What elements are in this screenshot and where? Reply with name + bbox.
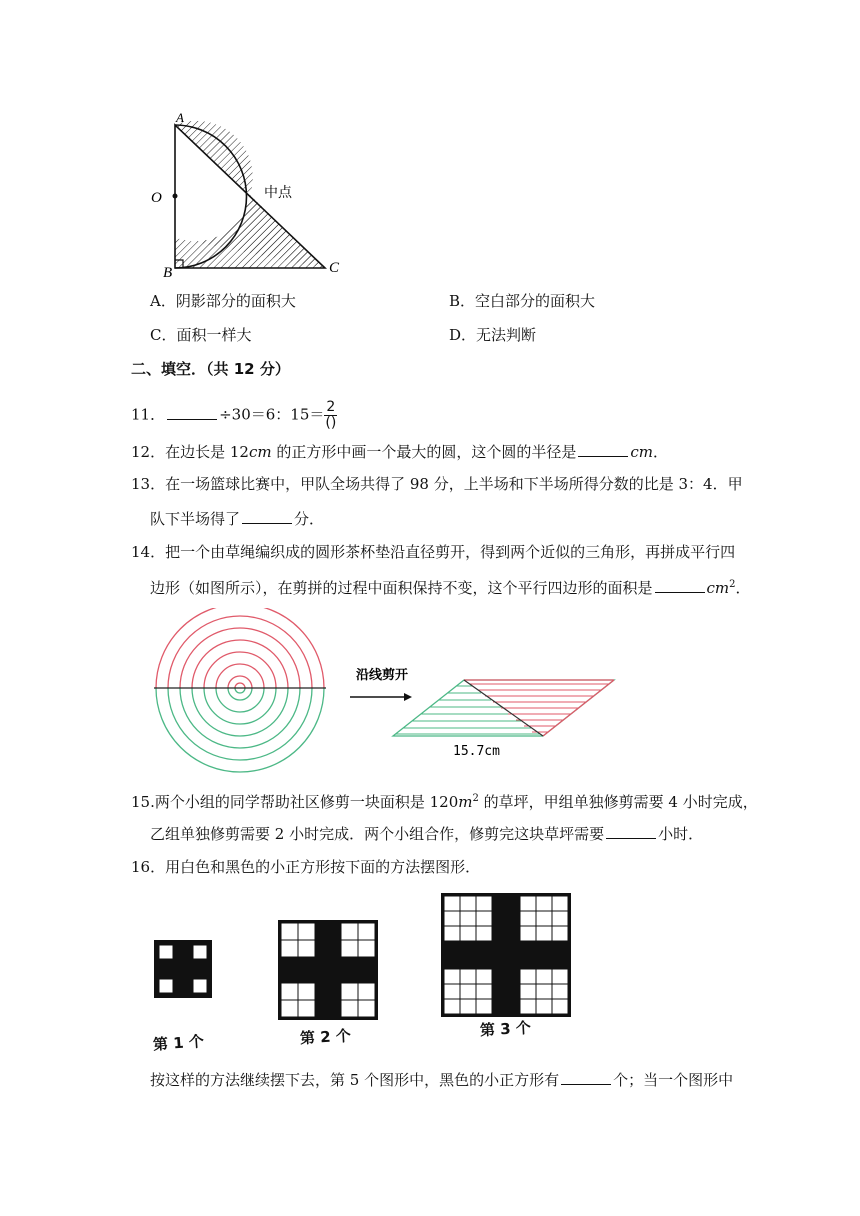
section-heading: 二、填空．（共 12 分）: [131, 360, 290, 378]
option-a: A．阴影部分的面积大: [150, 292, 296, 310]
label-b: B: [163, 265, 173, 280]
question-text: 边形（如图所示），在剪拼的过程中面积保持不变，这个平行四边形的面积是: [150, 579, 653, 597]
caption-3: 第 3 个: [479, 1018, 532, 1040]
answer-blank: [167, 404, 217, 420]
question-14-line2: [150, 575, 751, 598]
question-12: [131, 441, 668, 462]
option-c: C．面积一样大: [150, 326, 252, 344]
question-text: ÷30＝6：15＝: [219, 405, 325, 424]
question-11: [131, 400, 337, 431]
shaded-region-upper: [175, 121, 253, 195]
question-16-last-line: [150, 1069, 733, 1090]
arrow-label: 沿线剪开: [356, 668, 409, 683]
question-number: 11．: [131, 405, 166, 424]
question-text: 12．在边长是 12: [131, 443, 249, 461]
question-text: 的草坪，甲组单独修剪需要 4 小时完成，: [478, 793, 758, 811]
fraction: [324, 400, 337, 431]
unit: cm: [706, 579, 730, 597]
label-c: C: [329, 260, 340, 276]
fraction-denominator: (): [325, 415, 337, 431]
figure-circle-to-parallelogram: [150, 608, 630, 778]
figure-square-pattern-3: [441, 893, 571, 1017]
punctuation: ．: [735, 579, 751, 597]
option-d: D．无法判断: [449, 326, 537, 344]
unit: m: [458, 793, 473, 811]
superscript: 2: [472, 793, 479, 804]
question-13-line1: 13．在一场篮球比赛中，甲队全场共得了 98 分，上半场和下半场所得分数的比是 3：4．甲: [131, 475, 743, 493]
figure-semicircle-triangle: [140, 108, 355, 280]
option-b: B．空白部分的面积大: [449, 292, 596, 310]
base-label: 15.7cm: [453, 744, 500, 759]
question-13-line2: [150, 508, 324, 529]
label-a: A: [176, 110, 184, 125]
question-16-line1: 16．用白色和黑色的小正方形按下面的方法摆图形．: [131, 858, 481, 876]
label-midpoint: 中点: [264, 185, 292, 201]
figure-square-pattern-1: [154, 940, 212, 998]
label-o: O: [151, 190, 162, 206]
answer-blank: [242, 508, 292, 524]
unit: cm: [248, 443, 272, 461]
answer-blank: [655, 577, 705, 593]
caption-2: 第 2 个: [299, 1026, 352, 1048]
superscript: 2: [729, 579, 736, 590]
question-text: 个；当一个图形中: [613, 1071, 734, 1089]
question-text: 乙组单独修剪需要 2 小时完成．两个小组合作，修剪完这块草坪需要: [150, 825, 605, 843]
question-15-line2: [150, 823, 703, 844]
question-text: 分．: [294, 510, 325, 528]
figure-square-pattern-2: [278, 920, 378, 1020]
question-text: 的正方形中画一个最大的圆，这个圆的半径是: [271, 443, 577, 461]
caption-1: 第 1 个: [152, 1032, 205, 1054]
answer-blank: [561, 1069, 611, 1085]
answer-blank: [578, 441, 628, 457]
question-text: 15.两个小组的同学帮助社区修剪一块面积是 120: [131, 793, 459, 811]
question-15-line1: [131, 789, 758, 812]
question-text: 队下半场得了: [150, 510, 241, 528]
answer-blank: [606, 823, 656, 839]
question-text: 按这样的方法继续摆下去，第 5 个图形中，黑色的小正方形有: [150, 1071, 560, 1089]
unit: cm: [630, 443, 653, 461]
question-text: 小时．: [658, 825, 704, 843]
fraction-numerator: 2: [326, 399, 336, 415]
question-14-line1: 14．把一个由草绳编织成的圆形茶杯垫沿直径剪开，得到两个近似的三角形，再拼成平行四: [131, 543, 736, 561]
punctuation: ．: [652, 443, 668, 461]
